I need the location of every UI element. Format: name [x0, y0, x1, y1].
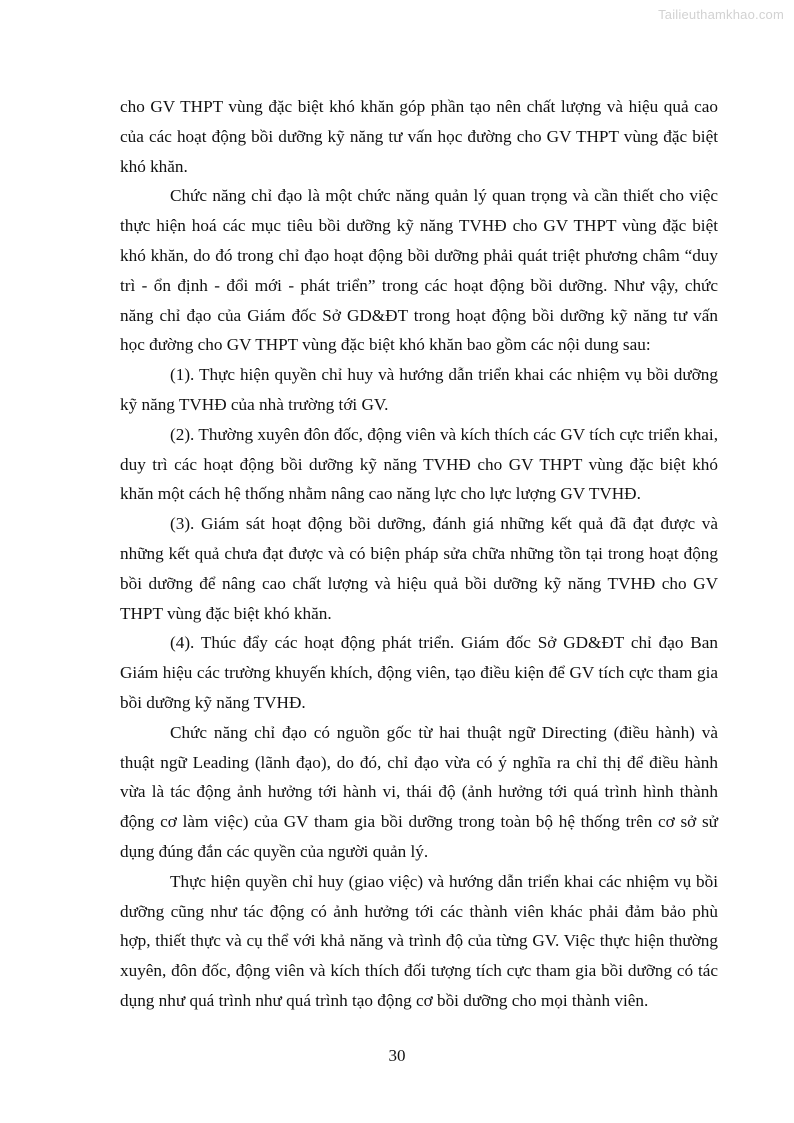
- watermark: Tailieuthamkhao.com: [658, 7, 784, 22]
- paragraph-item-1: (1). Thực hiện quyền chỉ huy và hướng dẫn triển khai các nhiệm vụ bồi dưỡng kỹ năng TVHĐ của nhà trường tới GV.: [120, 365, 718, 414]
- paragraph-item-4: (4). Thúc đẩy các hoạt động phát triển. Giám đốc Sở GD&ĐT chỉ đạo Ban Giám hiệu các trường khuyến khích, động viên, tạo điều kiện để GV tích cực tham gia bồi dưỡng kỹ năng TVHĐ.: [120, 633, 718, 712]
- paragraph-directing-function: Chức năng chỉ đạo là một chức năng quản lý quan trọng và cần thiết cho việc thực hiện hoá các mục tiêu bồi dưỡng kỹ năng TVHĐ cho GV THPT vùng đặc biệt khó khăn, do đó trong chỉ đạo hoạt động bồi dưỡng phải quát triệt phương châm “duy trì - ổn định - đổi mới - phát triển” trong các hoạt động bồi dưỡng. Như vậy, chức năng chỉ đạo của Giám đốc Sở GD&ĐT trong hoạt động bồi dưỡng kỹ năng tư vấn học đường cho GV THPT vùng đặc biệt khó khăn bao gồm các nội dung sau:: [120, 186, 718, 355]
- paragraph-command-guidance: Thực hiện quyền chỉ huy (giao việc) và hướng dẫn triển khai các nhiệm vụ bồi dưỡng cũng như tác động có ảnh hưởng tới các thành viên khác phải đảm bảo phù hợp, thiết thực và cụ thể với khả năng và trình độ của từng GV. Việc thực hiện thường xuyên, đôn đốc, động viên và kích thích đối tượng tích cực tham gia bồi dưỡng có tác dụng như quá trình như quá trình tạo động cơ bồi dưỡng cho mọi thành viên.: [120, 871, 718, 1010]
- paragraph-directing-origin: Chức năng chỉ đạo có nguồn gốc từ hai thuật ngữ Directing (điều hành) và thuật ngữ Leading (lãnh đạo), do đó, chỉ đạo vừa có ý nghĩa ra chỉ thị để điều hành vừa là tác động ảnh hưởng tới hành vi, thái độ (ảnh hưởng tới quá trình hình thành động cơ làm việc) của GV tham gia bồi dưỡng trong toàn bộ hệ thống trên cơ sở sử dụng đúng đắn các quyền của người quản lý.: [120, 722, 718, 861]
- paragraph-item-2: (2). Thường xuyên đôn đốc, động viên và kích thích các GV tích cực triển khai, duy trì các hoạt động bồi dưỡng kỹ năng TVHĐ cho GV THPT vùng đặc biệt khó khăn một cách hệ thống nhằm nâng cao năng lực cho lực lượng GV TVHĐ.: [120, 424, 718, 504]
- page-number: 30: [388, 1046, 406, 1065]
- document-body: [120, 92, 718, 1016]
- paragraph-item-3: (3). Giám sát hoạt động bồi dưỡng, đánh giá những kết quả đã đạt được và những kết quả chưa đạt được và có biện pháp sửa chữa những tồn tại trong hoạt động bồi dưỡng để nâng cao chất lượng và hiệu quả bồi dưỡng kỹ năng TVHĐ cho GV THPT vùng đặc biệt khó khăn.: [120, 514, 718, 623]
- paragraph-continuation: cho GV THPT vùng đặc biệt khó khăn góp phần tạo nên chất lượng và hiệu quả cao của các hoạt động bồi dưỡng kỹ năng tư vấn học đường cho GV THPT vùng đặc biệt khó khăn.: [120, 97, 718, 176]
